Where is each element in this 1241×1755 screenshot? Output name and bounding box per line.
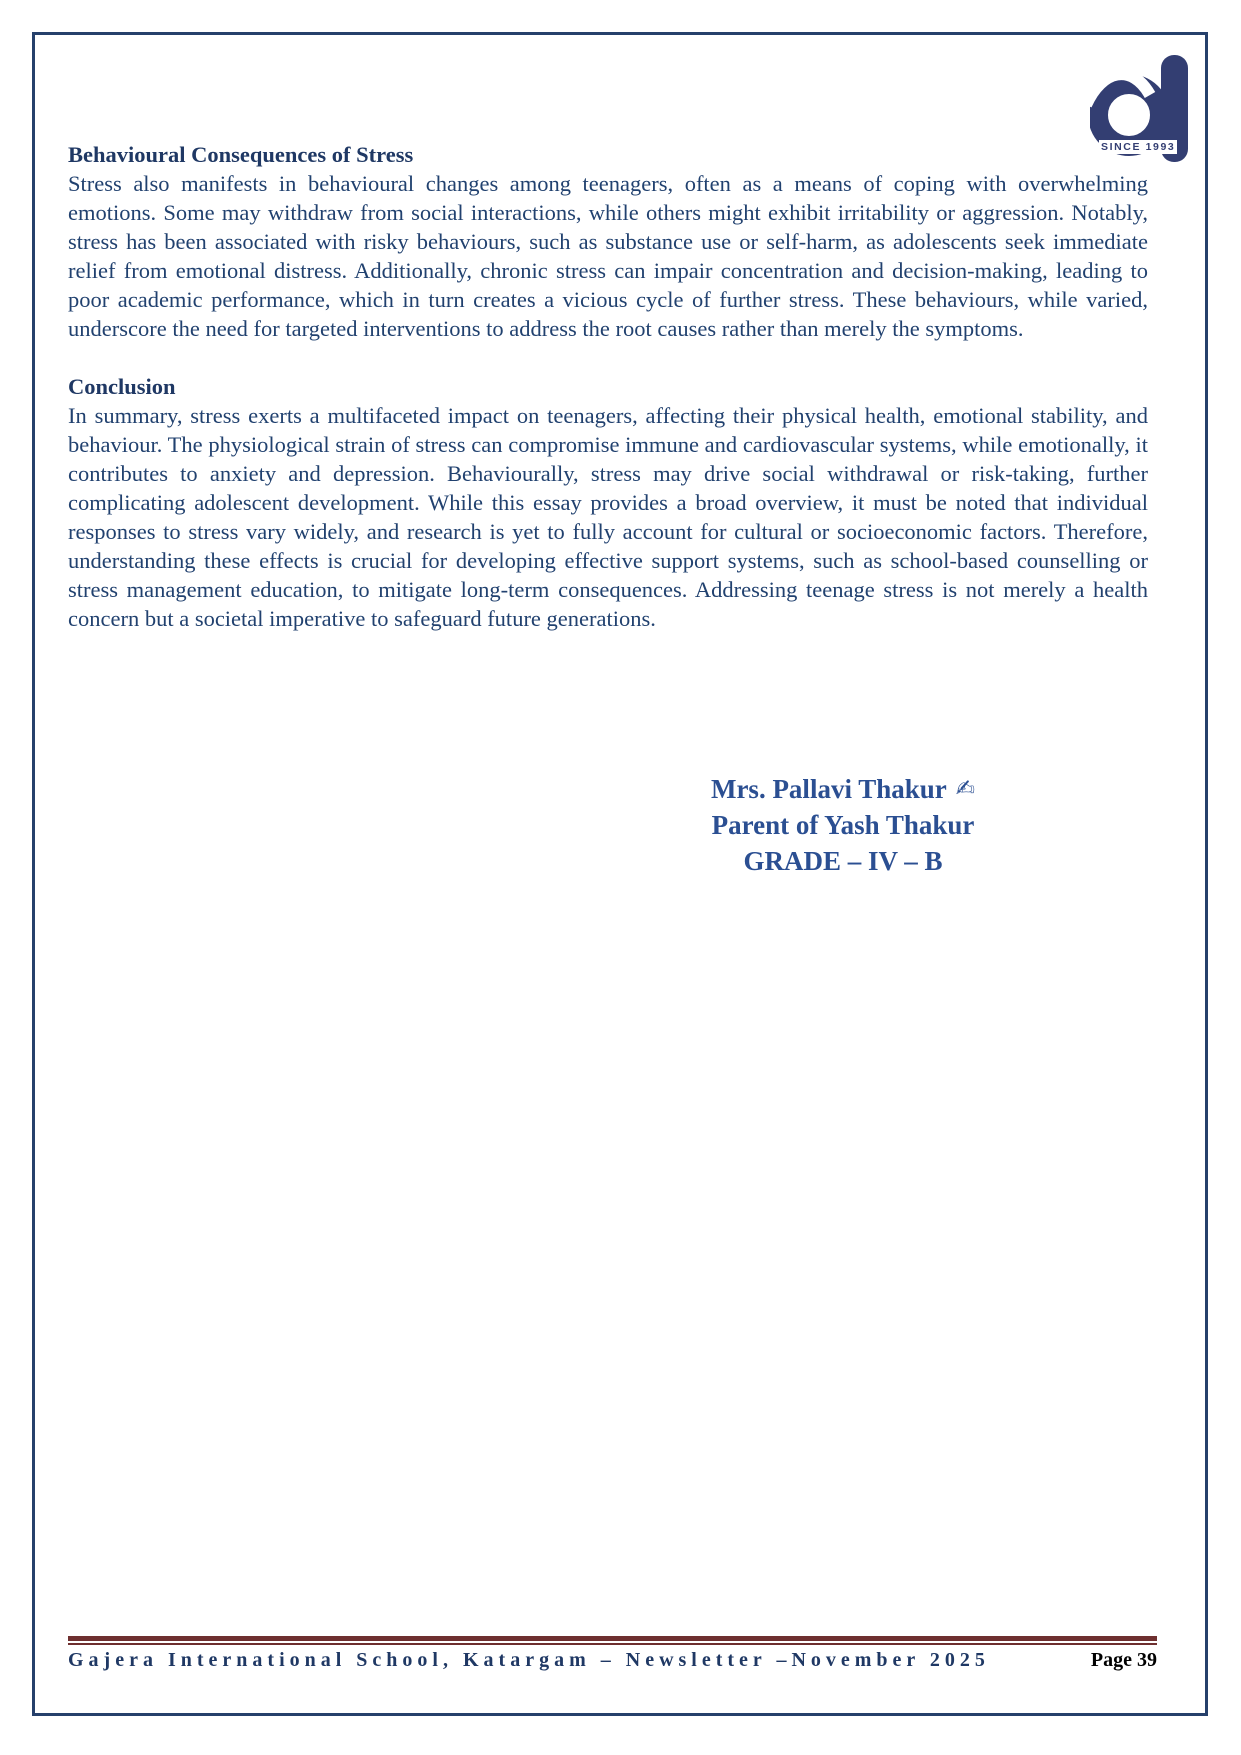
footer-row — [68, 1649, 1157, 1672]
section-body: In summary, stress exerts a multifaceted impact on teenagers, affecting their physical health, emotional stability, and behaviour. The physiological strain of stress can compromise immune and cardiovascular systems, while emotionally, it contributes to anxiety and depression. Behaviourally, stress may drive social withdrawal or risk-taking, further complicating adolescent development. While this essay provides a broad overview, it must be noted that individual responses to stress vary widely, and research is yet to fully account for cultural or socioeconomic factors. Therefore, understanding these effects is crucial for developing effective support systems, such as school-based counselling or stress management education, to mitigate long-term consequences. Addressing teenage stress is not merely a health concern but a societal imperative to safeguard future generations. — [68, 403, 1148, 631]
section-conclusion — [68, 372, 1148, 633]
signature-block — [628, 771, 1058, 879]
writing-hand-icon: ✍ — [955, 776, 976, 802]
footer-rule — [68, 1636, 1157, 1645]
section-behavioural-consequences — [68, 140, 1148, 343]
page-number: Page 39 — [1090, 1649, 1157, 1671]
signature-relation: Parent of Yash Thakur — [711, 810, 975, 840]
essay-content — [68, 140, 1148, 879]
signature-name: Mrs. Pallavi Thakur — [710, 774, 947, 804]
section-body: Stress also manifests in behavioural changes among teenagers, often as a means of coping with overwhelming emotions. Some may withdraw from social interactions, while others might exhibit irritability or aggression. Notably, stress has been associated with risky behaviours, such as substance use or self-harm, as adolescents seek immediate relief from emotional distress. Additionally, chronic stress can impair concentration and decision-making, leading to poor academic performance, which in turn creates a vicious cycle of further stress. These behaviours, while varied, underscore the need for targeted interventions to address the root causes rather than merely the symptoms. — [68, 171, 1148, 341]
section-heading: Conclusion — [68, 374, 176, 399]
footer-school-text: Gajera International School, Katargam – Newsletter –November 2025 — [68, 1649, 990, 1671]
page-footer — [68, 1636, 1157, 1672]
signature-grade: GRADE – IV – B — [743, 846, 943, 876]
signature-name-row — [628, 771, 1058, 807]
section-heading: Behavioural Consequences of Stress — [68, 142, 414, 167]
logo-since-label: SINCE 1993 — [1101, 141, 1176, 153]
